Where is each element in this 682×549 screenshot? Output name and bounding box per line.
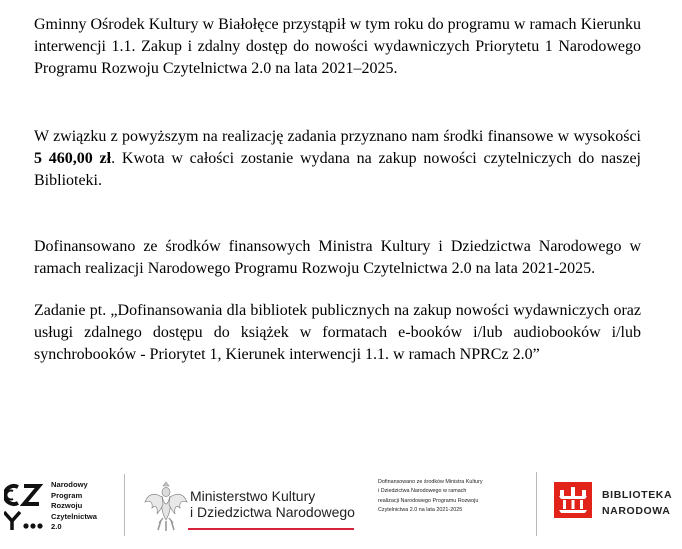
biblioteka-narodowa-emblem-icon bbox=[554, 482, 592, 518]
paragraph-funding-text bbox=[34, 126, 641, 192]
sponsor-logos-bar bbox=[0, 468, 682, 549]
ministry-name: Ministerstwo Kultury i Dziedzictwa Narodowego bbox=[190, 488, 355, 520]
biblioteka-narodowa-logo bbox=[554, 482, 682, 532]
paragraph-cofunding bbox=[34, 236, 641, 280]
ministry-red-underline bbox=[188, 528, 354, 530]
white-eagle-icon bbox=[144, 478, 188, 534]
logo-divider bbox=[536, 472, 537, 536]
funding-amount: 5 460,00 zł bbox=[34, 150, 112, 167]
funding-text-after: . Kwota w całości zostanie wydana na zakup nowości czytelniczych do naszej Biblioteki. bbox=[34, 150, 642, 189]
paragraph-funding-amount bbox=[34, 126, 641, 192]
biblioteka-narodowa-name: BIBLIOTEKA NARODOWA bbox=[602, 489, 673, 517]
ministry-logo bbox=[144, 476, 359, 538]
paragraph-cofunding-text: Dofinansowano ze środków finansowych Ministra Kultury i Dziedzictwa Narodowego w ramach realizacji Narodowego Programu Rozwoju Czytelnictwa 2.0 na lata 2021-2025. bbox=[34, 238, 641, 277]
funding-text-before: W związku z powyższym na realizację zadania przyznano nam środki finansowe w wysokości bbox=[34, 128, 641, 145]
logo-divider bbox=[124, 474, 125, 536]
paragraph-task-title bbox=[34, 300, 641, 366]
cofunding-small-text: Dofinansowano ze środków Ministra Kultury i Dziedzictwa Narodowego w ramach realizacji Narodowego Programu Rozwoju Czytelnictwa 2.0 na lata 2021-2025 bbox=[378, 479, 483, 514]
cofunding-text-logo bbox=[378, 478, 523, 538]
nprcz-mark-icon bbox=[4, 482, 48, 538]
paragraph-task-title-text: Zadanie pt. „Dofinansowania dla bibliotek publicznych na zakup nowości wydawniczych oraz usługi zdalnego dostępu do książek w formatach e-booków i/lub audiobooków i/lub synchrobooków - Priorytet 1, Kierunek interwencji 1.1. w ramach NPRCz 2.0” bbox=[34, 302, 641, 363]
nprcz-logo bbox=[4, 480, 114, 540]
paragraph-program-intro bbox=[34, 14, 641, 80]
nprcz-text: Narodowy Program Rozwoju Czytelnictwa 2.0 bbox=[51, 480, 97, 532]
paragraph-program-intro-text: Gminny Ośrodek Kultury w Białołęce przystąpił w tym roku do programu w ramach Kierunku interwencji 1.1. Zakup i zdalny dostęp do nowości wydawniczych Priorytetu 1 Narodowego Programu Rozwoju Czytelnictwa 2.0 na lata 2021–2025. bbox=[34, 16, 641, 77]
